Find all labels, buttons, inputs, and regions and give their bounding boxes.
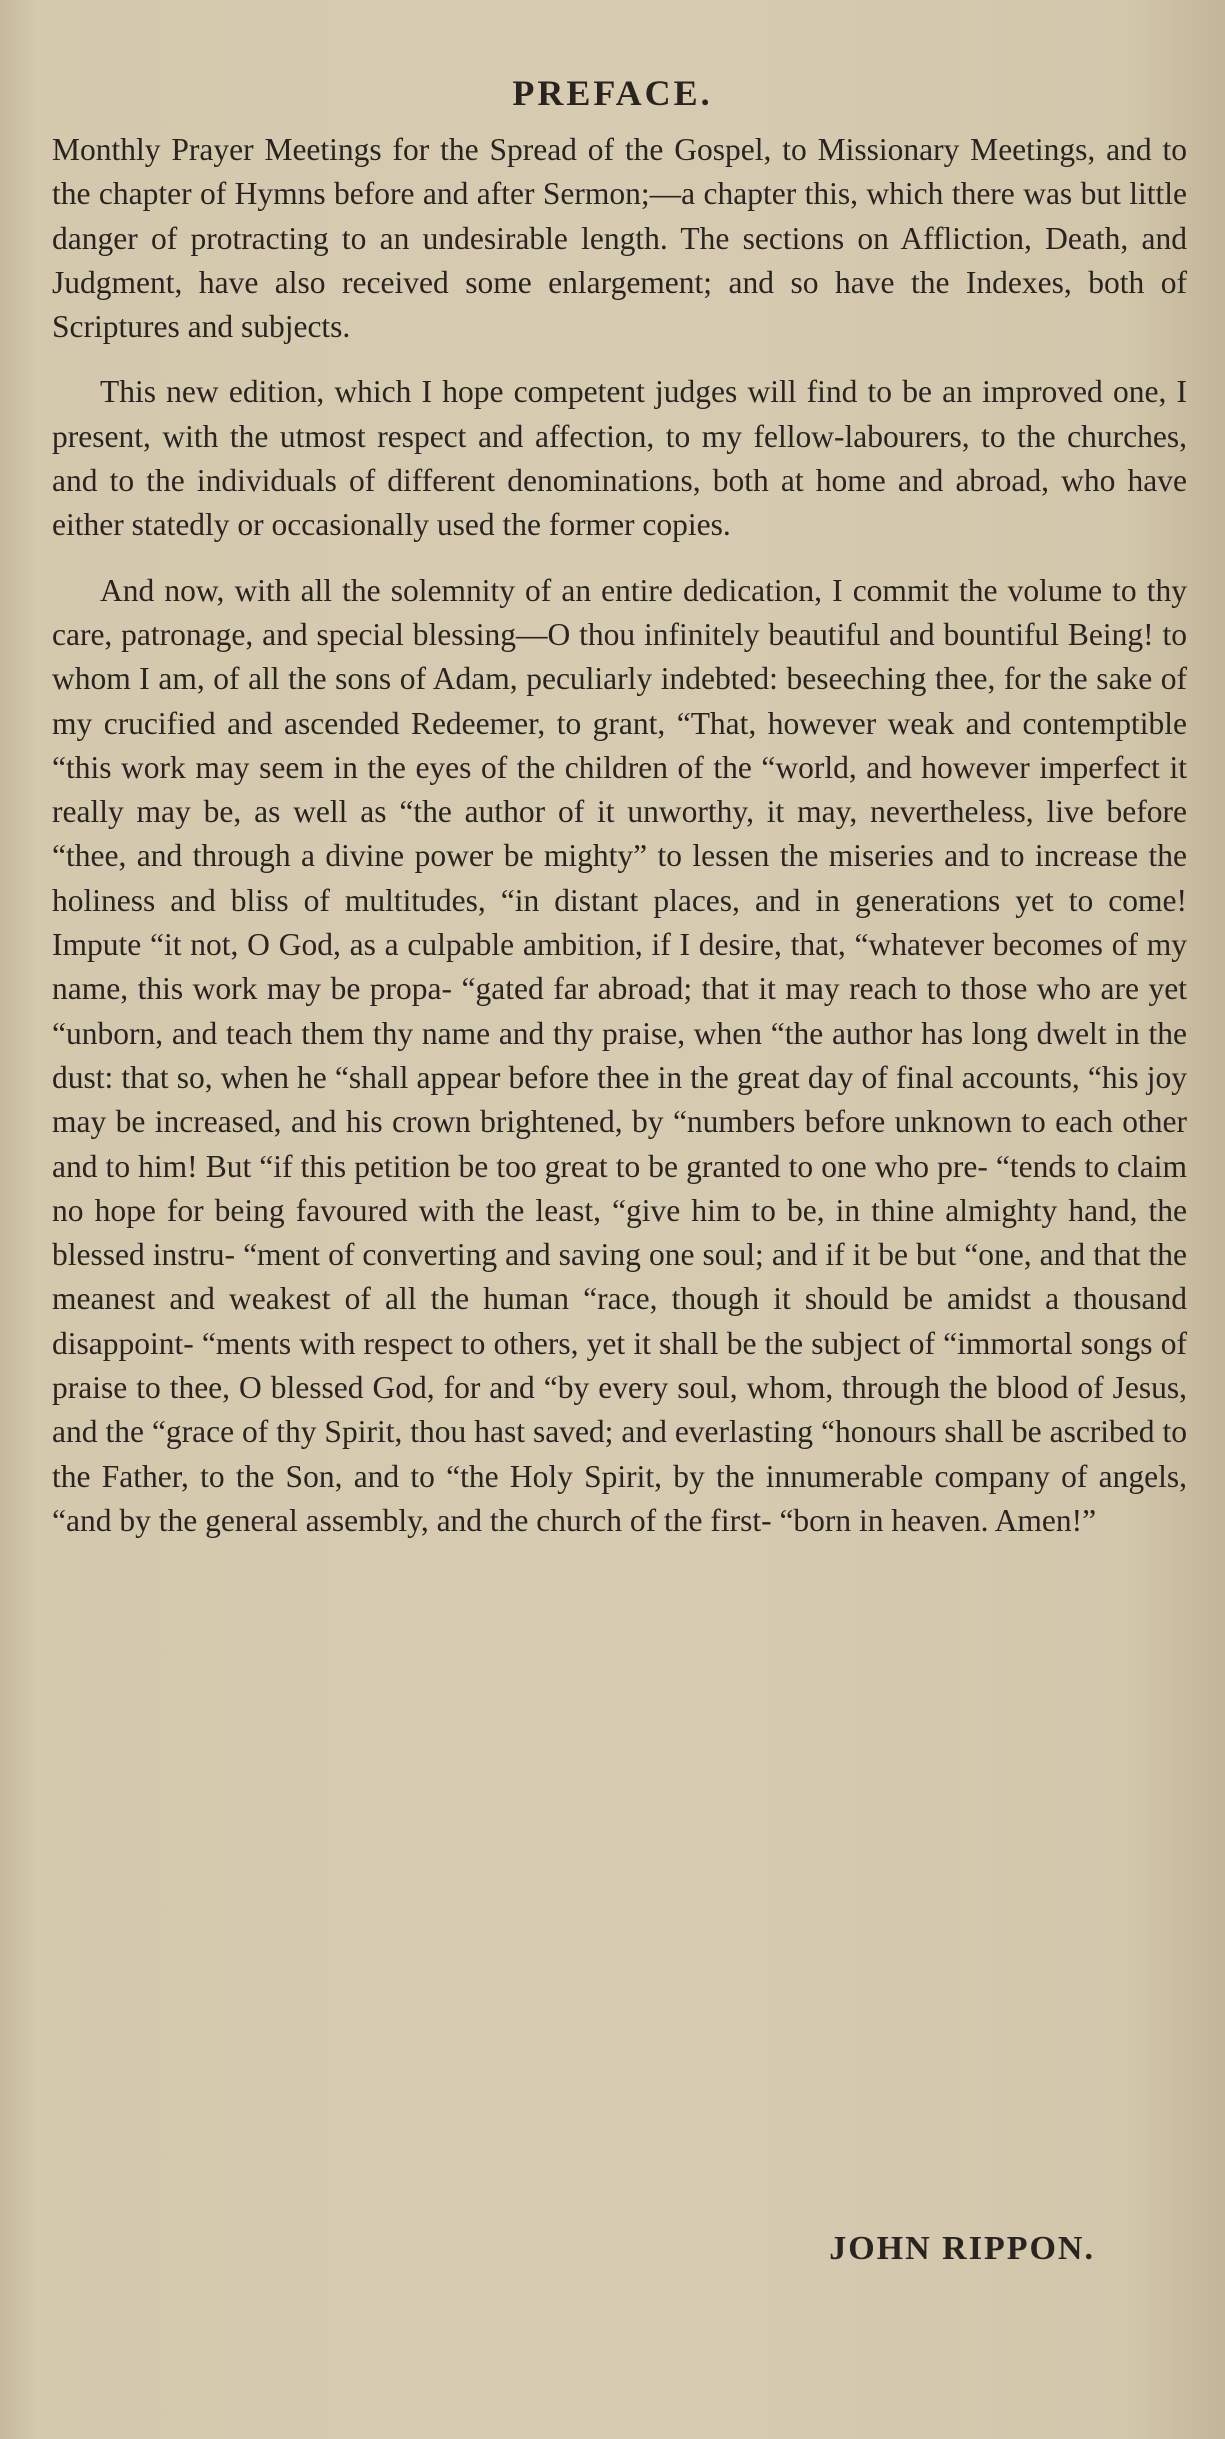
preface-body bbox=[52, 128, 1187, 1543]
author-signature: JOHN RIPPON. bbox=[829, 2230, 1095, 2267]
running-title: PREFACE. bbox=[512, 73, 713, 113]
paragraph-2: This new edition, which I hope competent judges will find to be an improved one, I present, with the utmost respect and affection, to my fellow-labourers, to the churches, and to the individuals of different denominations, both at home and abroad, who have either statedly or occasionally used the former copies. bbox=[52, 374, 1187, 543]
paragraph-3: And now, with all the solemnity of an entire dedication, I commit the volume to thy care, patronage, and special blessing—O thou infinitely beautiful and bountiful Being! to whom I am, of all the sons of Adam, peculiarly indebted: beseeching thee, for the sake of my crucified and ascended Redeemer, to grant, “That, however weak and contemptible “this work may seem in the eyes of the children of the “world, and however imperfect it really may be, as well as “the author of it unworthy, it may, nevertheless, live before “thee, and through a divine power be mighty” to lessen the miseries and to increase the holiness and bliss of multitudes, “in distant places, and in generations yet to come! Impute “it not, O God, as a culpable ambition, if I desire, that, “whatever becomes of my name, this work may be propa- “gated far abroad; that it may reach to those who are yet “unborn, and teach them thy name and thy praise, when “the author has long dwelt in the dust: that so, when he “shall appear before thee in the great day of final accounts, “his joy may be increased, and his crown brightened, by “numbers before unknown to each other and to him! But “if this petition be too great to be granted to one who pre- “tends to claim no hope for being favoured with the least, “give him to be, in thine almighty hand, the blessed instru- “ment of converting and saving one soul; and if it be but “one, and that the meanest and weakest of all the human “race, though it should be amidst a thousand disappoint- “ments with respect to others, yet it shall be the subject of “immortal songs of praise to thee, O blessed God, for and “by every soul, whom, through the blood of Jesus, and the “grace of thy Spirit, thou hast saved; and everlasting “honours shall be ascribed to the Father, to the Son, and to “the Holy Spirit, by the innumerable company of angels, “and by the general assembly, and the church of the first- “born in heaven. Amen!” bbox=[52, 572, 1187, 1538]
paragraph-1: Monthly Prayer Meetings for the Spread of the Gospel, to Missionary Meetings, and to the chapter of Hymns before and after Sermon;—a chapter this, which there was but little danger of protracting to an undesirable length. The sections on Affliction, Death, and Judgment, have also received some enlargement; and so have the Indexes, both of Scriptures and subjects. bbox=[52, 132, 1187, 345]
